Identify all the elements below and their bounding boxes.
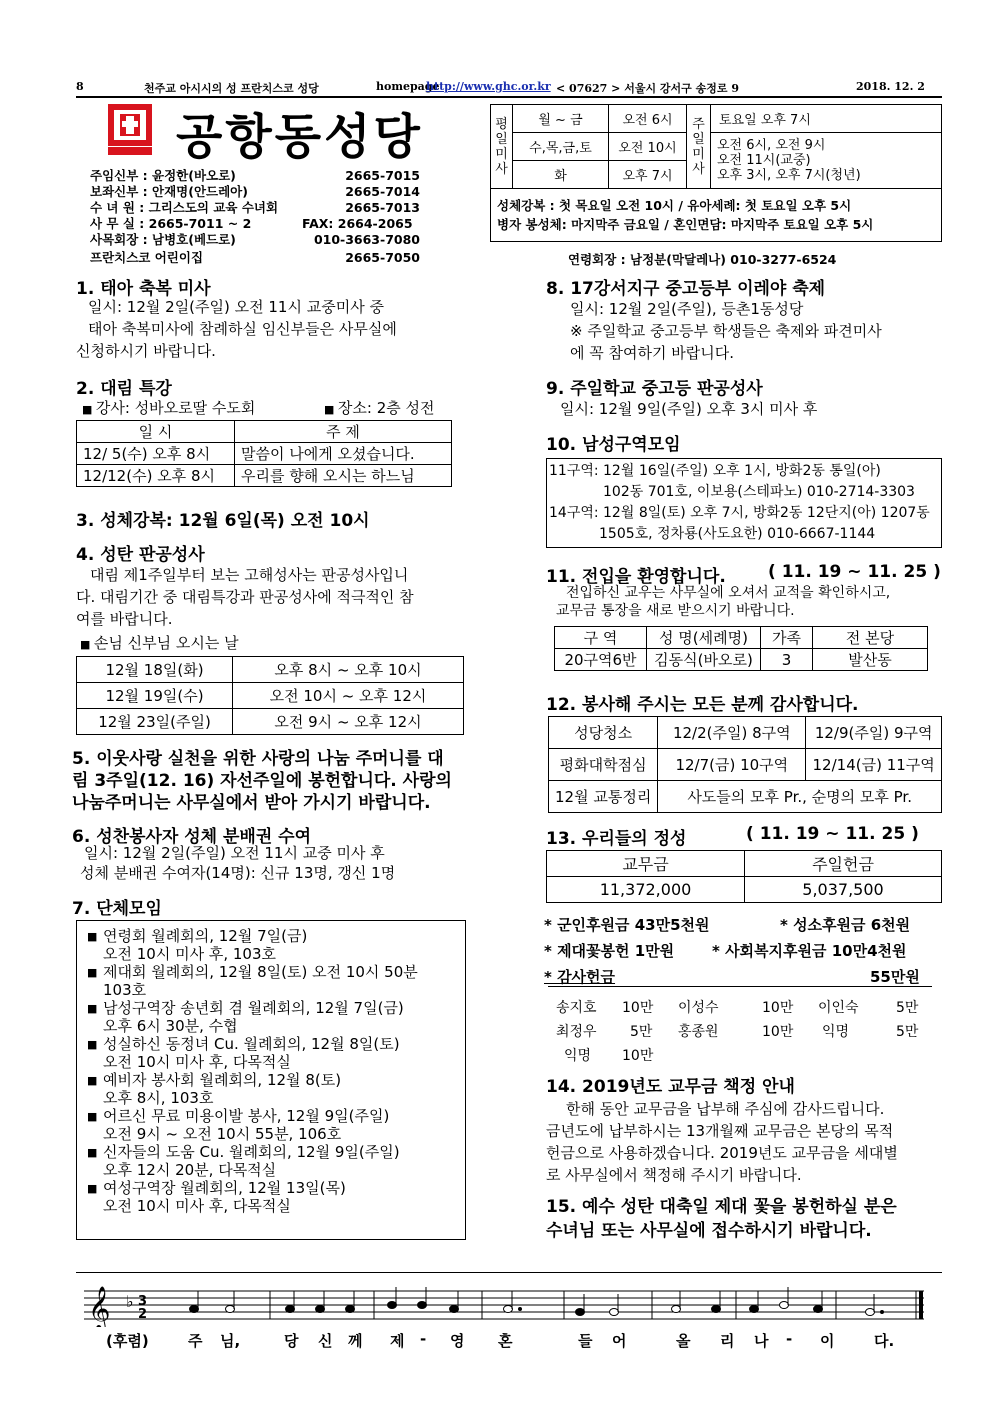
district-meeting-box: 11구역: 12월 16일(주일) 오후 1시, 방화2동 통일(아) 102동 701호, 이보용(스테파노) 010-2714-3303 14구역: 12월 8일(토) 오후 7시, 방화2동 12단지(아) 1207동 1505호, 정차룡(사도요한) 010-6667-1144 [546,458,942,548]
mass-schedule-table: 평 일 미 사 월 ~ 금 오전 6시 주 일 미 사 토요일 오후 7시 수,목,금,토 오전 10시 오전 6시, 오전 9시 오전 11시(교중) 오후 3시, 오후 7시(청년) 화 오후 7시 성체강복 : 첫 목요일 오전 10시 / 유아세례: 첫 토요일 오후 5시 병자 봉성체: 마지막주 금요일 / 혼인면담: 마지막주 토요일 오후 5시 [490,104,942,242]
offering-table: 교무금 주일헌금 11,372,000 5,037,500 [546,850,942,903]
divider [76,1272,942,1273]
table-row: 20구역6반 김동식(바오로) 3 발산동 [555,649,928,671]
section-5-text-3: 나눔주머니는 사무실에서 받아 가시기 바랍니다. [72,793,431,813]
military-donation: * 군인후원금 43만5천원 [544,916,710,934]
table-row: 12월 교통정리 사도들의 모후 Pr., 순명의 모후 Pr. [549,781,942,813]
svg-text:2: 2 [138,1307,148,1322]
section-4-text: 대림 제1주일부터 보는 고해성사는 판공성사입니 [90,566,409,584]
page-number: 8 [76,80,84,93]
homepage-label: homepage [376,80,440,93]
section-12-title: 12. 봉사해 주시는 모든 분께 감사합니다. [546,695,859,715]
music-staff-icon [84,1285,934,1327]
list-item: ■ 여성구역장 월례회의, 12월 13일(목) 오전 10시 미사 후, 다목적실 [87,1179,455,1215]
donor-list [556,996,936,1068]
staff-row-pastor: 주임신부 : 윤정한(바오로) 2665-7015 [90,168,420,183]
homepage-link[interactable]: http://www.ghc.or.kr [426,80,551,93]
sunday-mass-label: 주 일 미 사 [687,105,711,189]
section-6-title: 6. 성찬봉사자 성체 분배권 수여 [72,827,312,847]
section-8-text-2: 에 꼭 참여하기 바랍니다. [570,344,734,362]
new-parishioner-table: 구 역 성 명(세례명) 가족 전 본당 20구역6반 김동식(바오로) 3 발산동 [554,626,928,671]
bullet-icon: ■ [80,638,94,651]
section-8-text: ※ 주일학교 중고등부 학생들은 축제와 파견미사 [570,322,882,340]
section-11-period: ( 11. 19 ~ 11. 25 ) [768,562,941,582]
section-15-text-2: 수녀님 또는 사무실에 접수하시기 바랍니다. [546,1221,872,1241]
table-row: 12월 18일(화) 오후 8시 ~ 오후 10시 [77,657,464,683]
vocation-donation: * 성소후원금 6천원 [780,916,911,934]
thanks-offering-label: * 감사헌금 [544,968,616,986]
staff-row-convent: 수 녀 원 : 그리스도의 교육 수녀회 2665-7013 [90,200,420,215]
list-item: ■ 어르신 무료 미용이발 봉사, 12월 9일(주일) 오전 9시 ~ 오전 10시 55분, 106호 [87,1107,455,1143]
section-14-text-2: 금년도에 납부하시는 13개월째 교무금은 본당의 목적 [546,1122,894,1140]
church-logo [108,104,152,156]
thanks-offering-total: 55만원 [870,968,920,986]
music-staff [84,1285,934,1327]
staff-row-office: 사 무 실 : 2665-7011 ~ 2 FAX: 2664-2065 [90,216,413,231]
table-row: 성당청소 12/2(주일) 8구역 12/9(주일) 9구역 [549,717,942,749]
list-item: 익명 10만 [564,1048,654,1064]
section-1-text-2: 신청하시기 바랍니다. [76,342,216,360]
section-4-text-2: 다. 대림기간 중 대림특강과 판공성사에 적극적인 참 [76,588,414,606]
list-item: ■ 성실하신 동정녀 Cu. 월례회의, 12월 8일(토) 오전 10시 미사 후, 다목적실 [87,1035,455,1071]
table-row: 12/ 5(수) 오후 8시 말씀이 나에게 오셨습니다. [77,443,452,465]
staff-directory [90,168,420,266]
list-item: ■ 신자들의 도움 Cu. 월례회의, 12월 9일(주일) 오후 12시 20분, 다목적실 [87,1143,455,1179]
section-6-date: 일시: 12월 2일(주일) 오전 11시 교중 미사 후 [84,844,385,862]
table-row: 12월 19일(수) 오전 10시 ~ 오후 12시 [77,683,464,709]
section-9-date: 일시: 12월 9일(주일) 오후 3시 미사 후 [560,400,818,418]
section-13-title: 13. 우리들의 정성 [546,829,687,849]
section-11-text: 전입하신 교우는 사무실에 오셔서 교적을 확인하시고, [566,585,891,601]
section-5-text: 5. 이웃사랑 실천을 위한 사랑의 나눔 주머니를 대 [72,749,444,769]
section-14-title: 14. 2019년도 교무금 책정 안내 [546,1077,795,1097]
parish-name: 천주교 아시시의 성 프란치스코 성당 [144,82,319,95]
group-meetings-list [87,927,455,1215]
table-row: 12월 23일(주일) 오전 9시 ~ 오후 12시 [77,709,464,735]
section-4-text-3: 여를 바랍니다. [76,610,173,628]
list-item: ■ 제대회 월례회의, 12월 8일(토) 오전 10시 50분 103호 [87,963,455,999]
staff-row-council: 사목회장 : 남병호(베드로) 010-3663-7080 [90,232,420,247]
divider [548,986,932,987]
section-9-title: 9. 주일학교 중고등 판공성사 [546,379,763,399]
section-7-title: 7. 단체모임 [72,899,162,919]
staff-row-assistant: 보좌신부 : 안재명(안드레아) 2665-7014 [90,184,420,199]
volunteer-table [548,716,942,813]
table-row: 12/12(수) 오후 8시 우리를 향해 오시는 하느님 [77,465,452,487]
section-14-text: 한해 동안 교무금을 납부해 주심에 감사드립니다. [566,1100,885,1118]
section-6-text: 성체 분배권 수여자(14명): 신규 13명, 갱신 1명 [80,864,396,882]
section-4-title: 4. 성탄 판공성사 [76,545,205,565]
table-row: 11,372,000 5,037,500 [547,877,942,903]
list-item: ■ 남성구역장 송년회 겸 월례회의, 12월 7일(금) 오후 6시 30분, 수협 [87,999,455,1035]
staff-row-kindergarten: 프란치스코 어린이집 2665-7050 [90,250,420,265]
section-11-text-2: 교무금 통장을 새로 받으시기 바랍니다. [556,603,795,619]
section-3-title: 3. 성체강복: 12월 6일(목) 오전 10시 [76,511,370,531]
lecture-place: 장소: 2층 성전 [337,399,435,417]
section-10-title: 10. 남성구역모임 [546,435,681,455]
list-item: 송지호 10만 이성수 10만 이인숙 5만 [556,1000,919,1016]
table-row: 평화대학점심 12/7(금) 10구역 12/14(금) 11구역 [549,749,942,781]
funeral-leader: 연령회장 : 남정분(막달레나) 010-3277-6524 [568,252,837,267]
svg-text:♭: ♭ [126,1292,134,1311]
section-1-title: 1. 태아 축복 미사 [76,279,211,299]
advent-lecture-table: 일 시 주 제 12/ 5(수) 오후 8시 말씀이 나에게 오셨습니다. 12/12(수) 오후 8시 우리를 향해 오시는 하느님 [76,420,452,487]
list-item: ■ 연령회 월례회의, 12월 7일(금) 오전 10시 미사 후, 103호 [87,927,455,963]
section-13-period: ( 11. 19 ~ 11. 25 ) [746,824,919,844]
section-15-text: 15. 예수 성탄 대축일 제대 꽃을 봉헌하실 분은 [546,1197,897,1217]
section-8-title: 8. 17강서지구 중고등부 이레야 축제 [546,279,826,299]
hymn-lyrics: (후렴) 주 님, 당 신 께 제 - 영 혼 들 어 올 리 나 - 이 다. [106,1330,895,1350]
section-5-text-2: 림 3주일(12. 16) 자선주일에 봉헌합니다. 사랑의 [72,771,452,791]
section-8-date: 일시: 12월 2일(주일), 등촌1동성당 [570,300,804,318]
section-1-date: 일시: 12월 2일(주일) 오전 11시 교중미사 중 [88,298,384,316]
bullet-icon: ■ [82,403,96,416]
page-title: 공항동성당 [176,109,423,165]
guest-priest-table [76,656,464,735]
svg-text:3: 3 [138,1294,148,1309]
bullet-icon: ■ [324,403,338,416]
section-1-text: 태아 축복미사에 참례하실 임신부들은 사무실에 [88,320,397,338]
address: < 07627 > 서울시 강서구 송정로 9 [556,82,739,95]
list-item: 최정우 5만 홍종원 10만 익명 5만 [556,1024,919,1040]
group-meetings-box [76,920,466,1240]
section-2-title: 2. 대림 특강 [76,379,172,399]
altar-flower-donation: * 제대꽃봉헌 1만원 [544,942,675,960]
page-header [76,78,942,98]
list-item: ■ 예비자 봉사회 월례회의, 12월 8(토) 오후 8시, 103호 [87,1071,455,1107]
issue-date: 2018. 12. 2 [856,80,925,93]
mass-notes: 성체강복 : 첫 목요일 오전 10시 / 유아세례: 첫 토요일 오후 5시 병자 봉성체: 마지막주 금요일 / 혼인면담: 마지막주 토요일 오후 5시 [491,189,942,242]
lecturer: 강사: 성바오로딸 수도회 [95,399,256,417]
section-14-text-3: 헌금으로 사용하겠습니다. 2019년도 교무금을 세대별 [546,1144,898,1162]
guest-priest-label: 손님 신부님 오시는 날 [93,634,239,652]
section-11-title: 11. 전입을 환영합니다. [546,567,726,587]
section-14-text-4: 로 사무실에서 책정해 주시기 바랍니다. [546,1166,802,1184]
welfare-donation: * 사회복지후원금 10만4천원 [712,942,907,960]
svg-text:𝄞: 𝄞 [88,1286,111,1327]
refrain-label: (후렴) [106,1332,149,1350]
weekday-mass-label: 평 일 미 사 [491,105,513,189]
